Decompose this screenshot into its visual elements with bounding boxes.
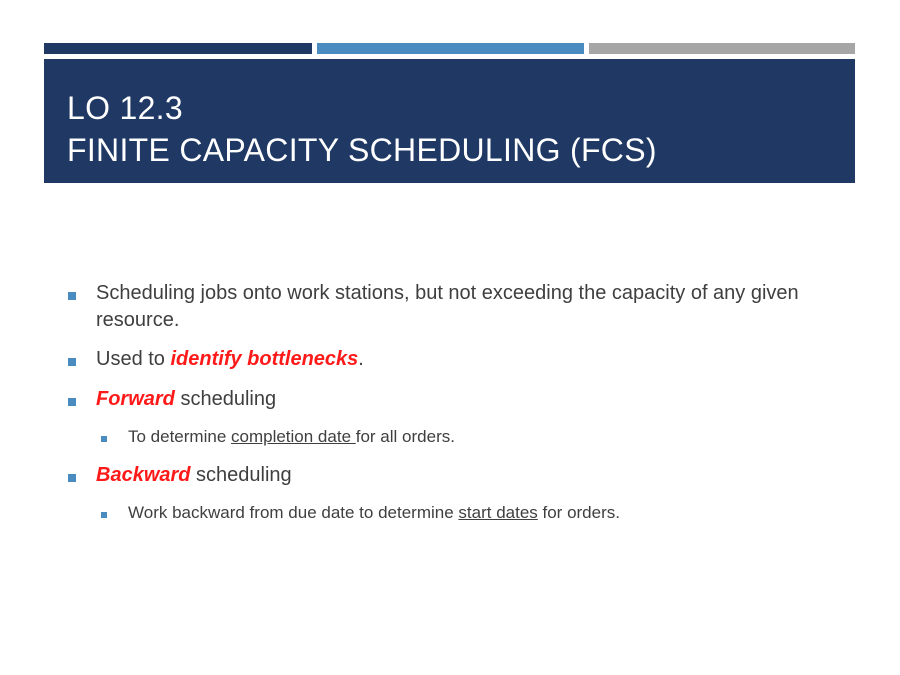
bullet-text-line-1: Scheduling jobs onto work stations, but not exceeding the capacity of any given <box>96 282 799 304</box>
bullet-text-post: . <box>358 348 364 370</box>
bullet-text-line-2: resource. <box>96 309 180 331</box>
accent-bar-blue <box>317 43 584 54</box>
square-bullet-icon <box>68 358 76 366</box>
slide-title-line-2: FINITE CAPACITY SCHEDULING (FCS) <box>67 132 657 168</box>
bullet-text <box>96 346 364 373</box>
square-bullet-icon <box>68 474 76 482</box>
emphasis-forward: Forward <box>96 388 175 410</box>
title-band <box>44 59 855 183</box>
bullet-text-pre: Used to <box>96 348 171 370</box>
sub-bullet-post: for orders. <box>537 503 620 522</box>
square-bullet-icon <box>101 436 107 442</box>
accent-bar-gray <box>589 43 855 54</box>
bullet-text <box>96 462 292 489</box>
bullet-text-post: scheduling <box>174 388 277 410</box>
sub-bullet-text <box>128 502 620 524</box>
bullet-text-post: scheduling <box>190 464 292 486</box>
underlined-completion-date: completion date <box>231 427 356 446</box>
underlined-start-dates: start dates <box>458 503 538 522</box>
accent-bar-dark <box>44 43 312 54</box>
square-bullet-icon <box>101 512 107 518</box>
emphasis-identify-bottlenecks: identify bottlenecks <box>170 348 359 370</box>
slide-title-line-1: LO 12.3 <box>67 90 183 126</box>
sub-bullet-pre: Work backward from due date to determine <box>128 503 459 522</box>
square-bullet-icon <box>68 292 76 300</box>
sub-bullet-text <box>128 426 455 448</box>
top-accent-bars <box>44 43 855 54</box>
square-bullet-icon <box>68 398 76 406</box>
sub-bullet-pre: To determine <box>128 427 231 446</box>
sub-bullet-post: for all orders. <box>355 427 455 446</box>
emphasis-backward: Backward <box>96 464 191 486</box>
bullet-text <box>96 386 276 413</box>
bullet-text <box>96 280 799 334</box>
